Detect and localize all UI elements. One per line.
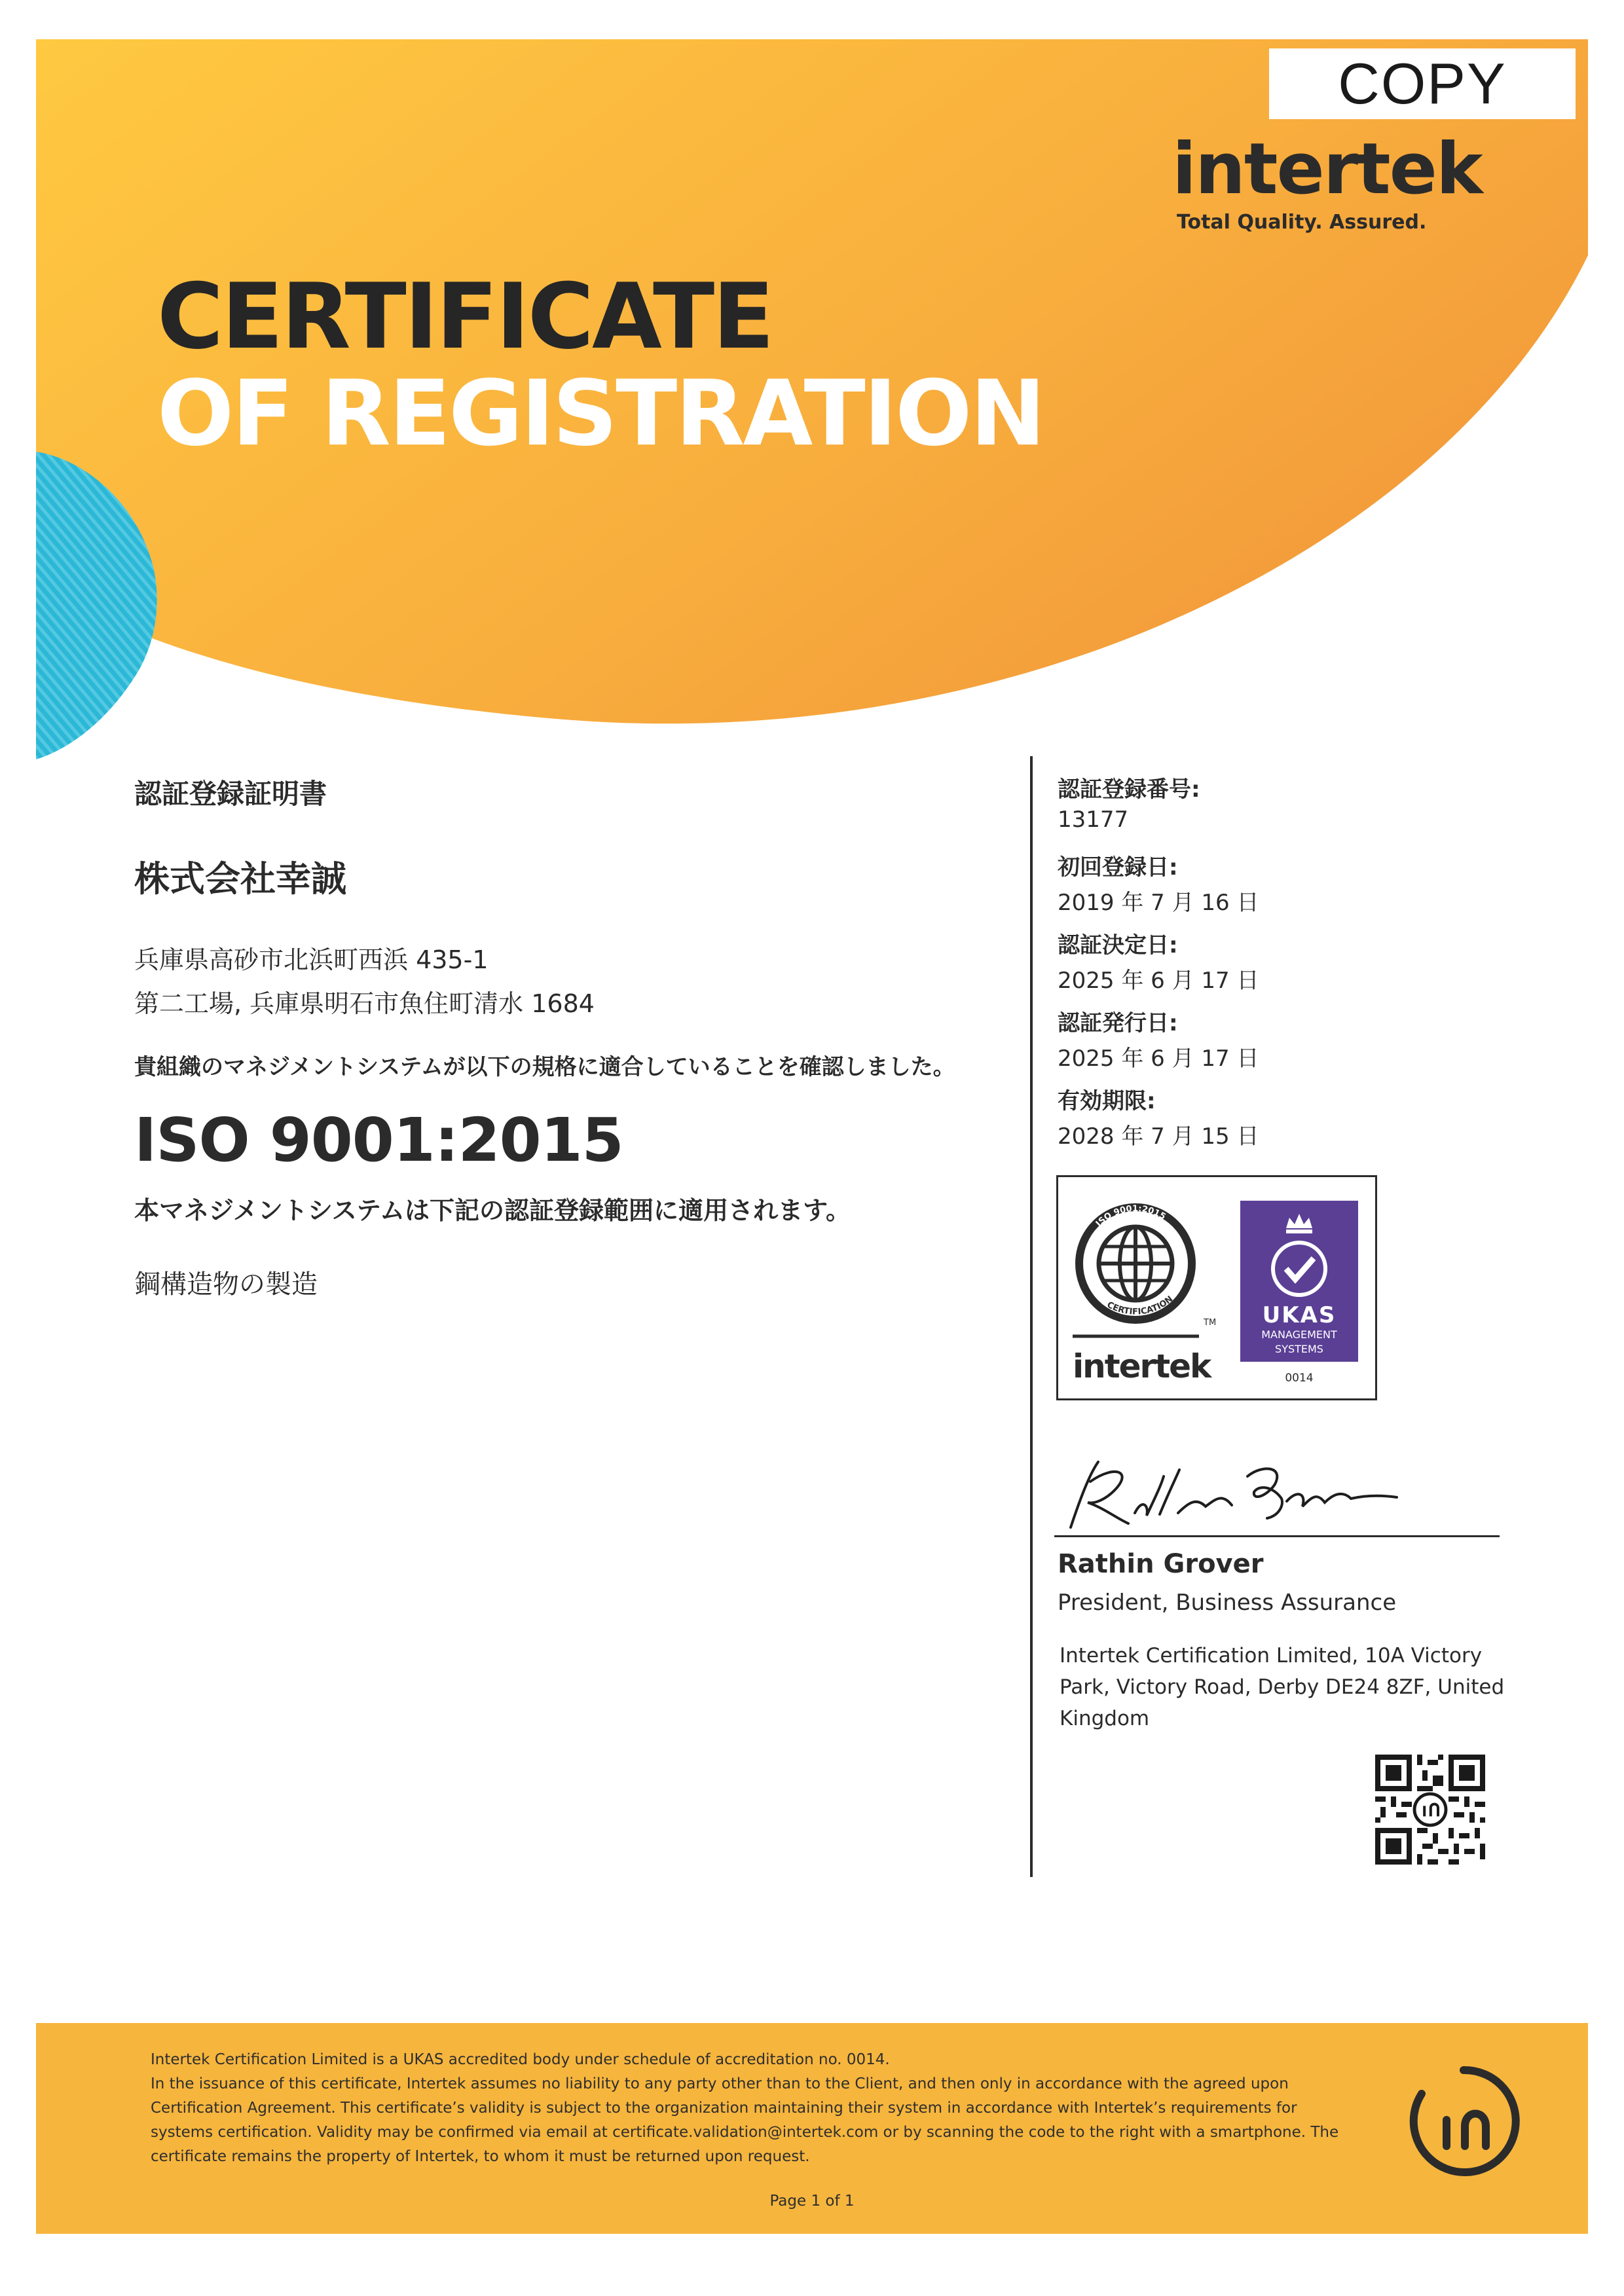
footer-line: In the issuance of this certificate, Intertek assumes no liability to any party other than to the Client, and then only in accordance with the agreed upon bbox=[151, 2075, 1289, 2092]
iso-ring-text: ISO 9001:2015 bbox=[1094, 1203, 1168, 1229]
company-name: 株式会社幸誠 bbox=[134, 858, 346, 900]
registration-number-label: 認証登録番号: bbox=[1058, 776, 1200, 803]
decision-date-value: 2025 年 6 月 17 日 bbox=[1058, 968, 1259, 994]
signatory-title: President, Business Assurance bbox=[1058, 1590, 1397, 1616]
ukas-badge bbox=[1240, 1201, 1358, 1385]
column-divider bbox=[1030, 756, 1033, 1877]
initial-registration-value: 2019 年 7 月 16 日 bbox=[1058, 890, 1259, 916]
company-address-1: 兵庫県高砂市北浜町西浜 435-1 bbox=[134, 945, 489, 974]
scope-text: 鋼構造物の製造 bbox=[134, 1269, 318, 1300]
ukas-number: 0014 bbox=[1285, 1372, 1314, 1385]
footer-line: certificate remains the property of Intertek, to whom it must be returned upon request. bbox=[151, 2148, 810, 2165]
footer-line: systems certification. Validity may be confirmed via email at certificate.validation@intertek.com or by scanning the code to the right with a smartphone. The bbox=[151, 2124, 1339, 2141]
iso-globe-icon bbox=[1079, 1207, 1192, 1320]
intertek-logo: intertek bbox=[1172, 128, 1482, 210]
iso-ring-bottom-text: CERTIFICATION bbox=[1105, 1294, 1175, 1317]
page-number: Page 1 of 1 bbox=[769, 2193, 855, 2210]
certification-marks-graphic bbox=[1058, 1177, 1375, 1398]
certificate-title-line2: OF REGISTRATION bbox=[157, 361, 1044, 466]
decision-date-label: 認証決定日: bbox=[1058, 932, 1178, 958]
registration-number-value: 13177 bbox=[1058, 807, 1129, 833]
initial-registration-label: 初回登録日: bbox=[1058, 854, 1178, 881]
brand-tagline: Total Quality. Assured. bbox=[1177, 211, 1427, 234]
footer-line: Certification Agreement. This certificate’s validity is subject to the organization maintaining their system in accordance with Intertek’s requirements for bbox=[151, 2100, 1297, 2117]
document-label: 認証登録証明書 bbox=[134, 778, 327, 810]
issue-date-value: 2025 年 6 月 17 日 bbox=[1058, 1046, 1259, 1072]
ukas-line2: SYSTEMS bbox=[1275, 1343, 1323, 1355]
footer-disclaimer bbox=[151, 2048, 1369, 2169]
intertek-small-logo: intertek bbox=[1073, 1347, 1211, 1385]
scope-lead: 本マネジメントシステムは下記の認証登録範囲に適用されます。 bbox=[134, 1196, 851, 1225]
intertek-in-icon bbox=[1398, 2056, 1529, 2187]
conformity-statement: 貴組織のマネジメントシステムが以下の規格に適合していることを確認しました。 bbox=[134, 1054, 955, 1080]
expiry-date-value: 2028 年 7 月 15 日 bbox=[1058, 1123, 1259, 1150]
signatory-name: Rathin Grover bbox=[1058, 1549, 1264, 1579]
standard-name: ISO 9001:2015 bbox=[134, 1105, 623, 1175]
trademark-mark: TM bbox=[1204, 1318, 1217, 1328]
qr-code[interactable] bbox=[1375, 1755, 1485, 1865]
certification-marks bbox=[1056, 1175, 1377, 1400]
certification-body-address: Intertek Certification Limited, 10A Victory Park, Victory Road, Derby DE24 8ZF, United Kingdom bbox=[1060, 1644, 1505, 1730]
ukas-line1: MANAGEMENT bbox=[1261, 1328, 1337, 1341]
ukas-title: UKAS bbox=[1262, 1302, 1337, 1328]
issue-date-label: 認証発行日: bbox=[1058, 1010, 1178, 1036]
signature-image bbox=[1051, 1450, 1405, 1535]
signature-line bbox=[1054, 1535, 1500, 1537]
company-address-2: 第二工場, 兵庫県明石市魚住町清水 1684 bbox=[134, 989, 595, 1018]
expiry-date-label: 有効期限: bbox=[1058, 1088, 1156, 1114]
certificate-title-line1: CERTIFICATE bbox=[157, 264, 773, 369]
footer-line: Intertek Certification Limited is a UKAS accredited body under schedule of accreditation no. 0014. bbox=[151, 2051, 890, 2068]
copy-stamp: COPY bbox=[1269, 48, 1576, 119]
